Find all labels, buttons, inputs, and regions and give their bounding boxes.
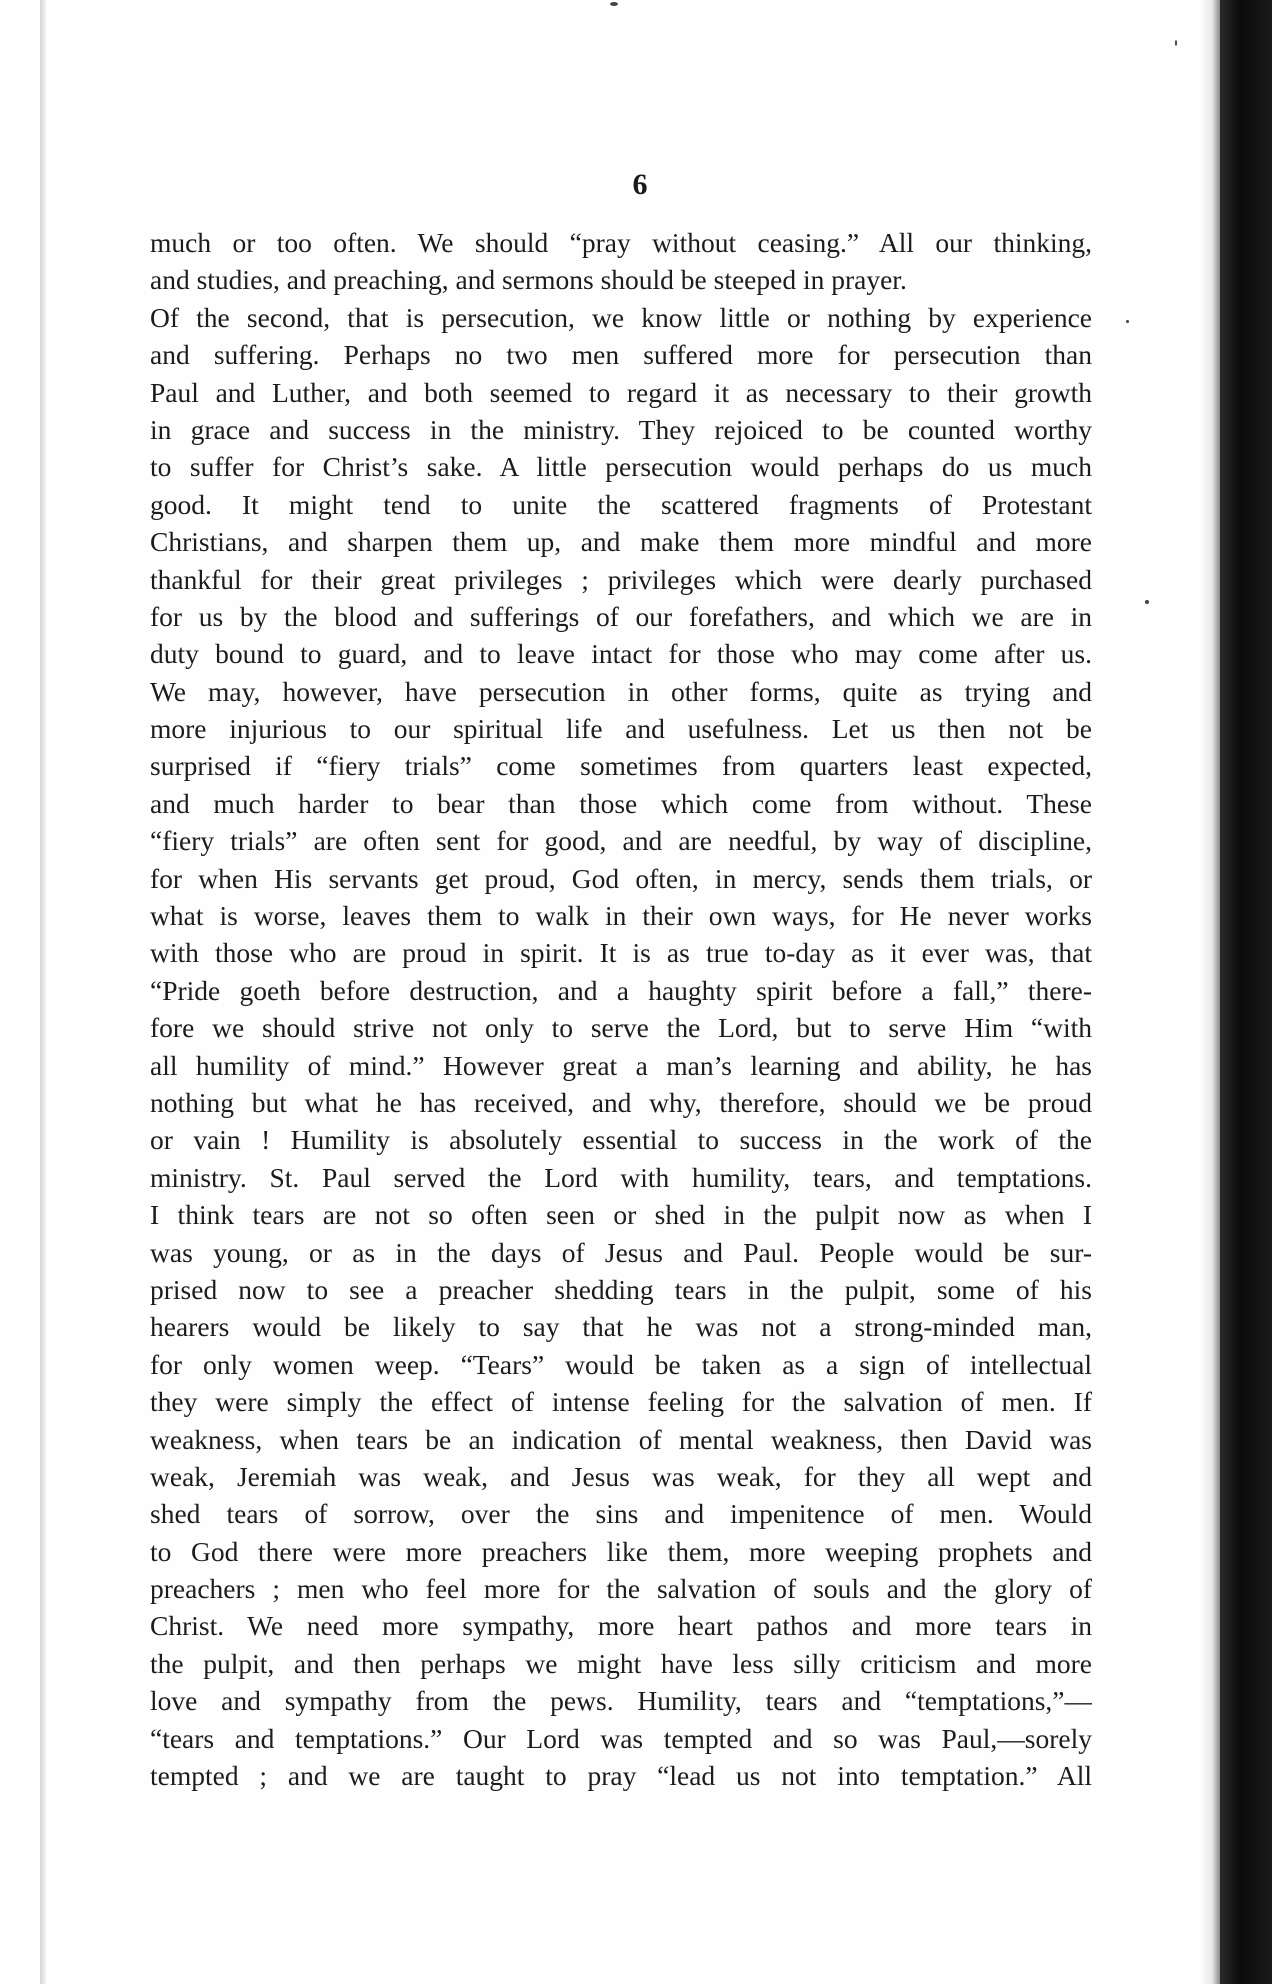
text-line: weak, Jeremiah was weak, and Jesus was weak, for they all wept and (150, 1460, 1092, 1492)
page-number: 6 (632, 168, 648, 201)
text-line: for when His servants get proud, God often, in mercy, sends them trials, or (150, 862, 1092, 894)
text-line: to suffer for Christ’s sake. A little persecution would perhaps do us much (150, 451, 1092, 483)
text-line: to God there were more preachers like them, more weeping prophets and (150, 1535, 1092, 1567)
page-right-shadow (1200, 0, 1220, 1984)
text-line: what is worse, leaves them to walk in their own ways, for He never works (150, 900, 1092, 932)
text-line: all humility of mind.” However great a man’s learning and ability, he has (150, 1049, 1092, 1081)
text-line: shed tears of sorrow, over the sins and impenitence of men. Would (150, 1498, 1092, 1530)
scan-speck (1126, 320, 1129, 323)
text-line: fore we should strive not only to serve the Lord, but to serve Him “with (150, 1012, 1092, 1044)
text-line: the pulpit, and then perhaps we might have less silly criticism and more (150, 1647, 1092, 1679)
body-text (150, 224, 1092, 1794)
text-line: duty bound to guard, and to leave intact for those who may come after us. (150, 638, 1092, 670)
text-line: love and sympathy from the pews. Humility, tears and “temptations,”— (150, 1685, 1092, 1717)
text-line: for only women weep. “Tears” would be taken as a sign of intellectual (150, 1348, 1092, 1380)
text-line: Paul and Luther, and both seemed to regard it as necessary to their growth (150, 376, 1092, 408)
text-line: and studies, and preaching, and sermons should be steeped in prayer. (150, 264, 907, 296)
page-left-edge (40, 0, 46, 1984)
text-line: thankful for their great privileges ; privileges which were dearly purchased (150, 563, 1092, 595)
text-line: or vain ! Humility is absolutely essential to success in the work of the (150, 1124, 1092, 1156)
text-line: and much harder to bear than those which come from without. These (150, 787, 1092, 819)
text-line: “Pride goeth before destruction, and a haughty spirit before a fall,” there- (150, 974, 1092, 1006)
text-line: I think tears are not so often seen or shed in the pulpit now as when I (150, 1199, 1092, 1231)
text-line: ministry. St. Paul served the Lord with humility, tears, and temptations. (150, 1161, 1092, 1193)
text-line: for us by the blood and sufferings of our forefathers, and which we are in (150, 600, 1092, 632)
text-line: good. It might tend to unite the scattered fragments of Protestant (150, 488, 1092, 520)
text-line: Christians, and sharpen them up, and make them more mindful and more (150, 526, 1092, 558)
text-line: more injurious to our spiritual life and usefulness. Let us then not be (150, 713, 1092, 745)
scan-speck (1175, 40, 1177, 46)
scan-speck (1145, 600, 1149, 604)
text-line: tempted ; and we are taught to pray “lead us not into temptation.” All (150, 1760, 1092, 1792)
text-line: We may, however, have persecution in other forms, quite as trying and (150, 675, 1092, 707)
text-line: nothing but what he has received, and why, therefore, should we be proud (150, 1086, 1092, 1118)
text-line: with those who are proud in spirit. It is as true to-day as it ever was, that (150, 937, 1092, 969)
text-line: hearers would be likely to say that he was not a strong-minded man, (150, 1311, 1092, 1343)
text-line: “tears and temptations.” Our Lord was tempted and so was Paul,—sorely (150, 1722, 1092, 1754)
text-line: Of the second, that is persecution, we know little or nothing by experience (150, 301, 1092, 333)
text-line: they were simply the effect of intense feeling for the salvation of men. If (150, 1386, 1092, 1418)
scan-speck (610, 2, 618, 6)
text-line: and suffering. Perhaps no two men suffered more for persecution than (150, 339, 1092, 371)
text-line: preachers ; men who feel more for the salvation of souls and the glory of (150, 1573, 1092, 1605)
text-line: Christ. We need more sympathy, more heart pathos and more tears in (150, 1610, 1092, 1642)
text-line: “fiery trials” are often sent for good, and are needful, by way of discipline, (150, 825, 1092, 857)
text-line: surprised if “fiery trials” come sometimes from quarters least expected, (150, 750, 1092, 782)
text-line: much or too often. We should “pray without ceasing.” All our thinking, (150, 227, 1092, 258)
text-line: weakness, when tears be an indication of mental weakness, then David was (150, 1423, 1092, 1455)
text-line: in grace and success in the ministry. They rejoiced to be counted worthy (150, 413, 1092, 445)
scan-border-right (1220, 0, 1272, 1984)
text-line: prised now to see a preacher shedding tears in the pulpit, some of his (150, 1273, 1092, 1305)
text-line: was young, or as in the days of Jesus and Paul. People would be sur- (150, 1236, 1092, 1268)
